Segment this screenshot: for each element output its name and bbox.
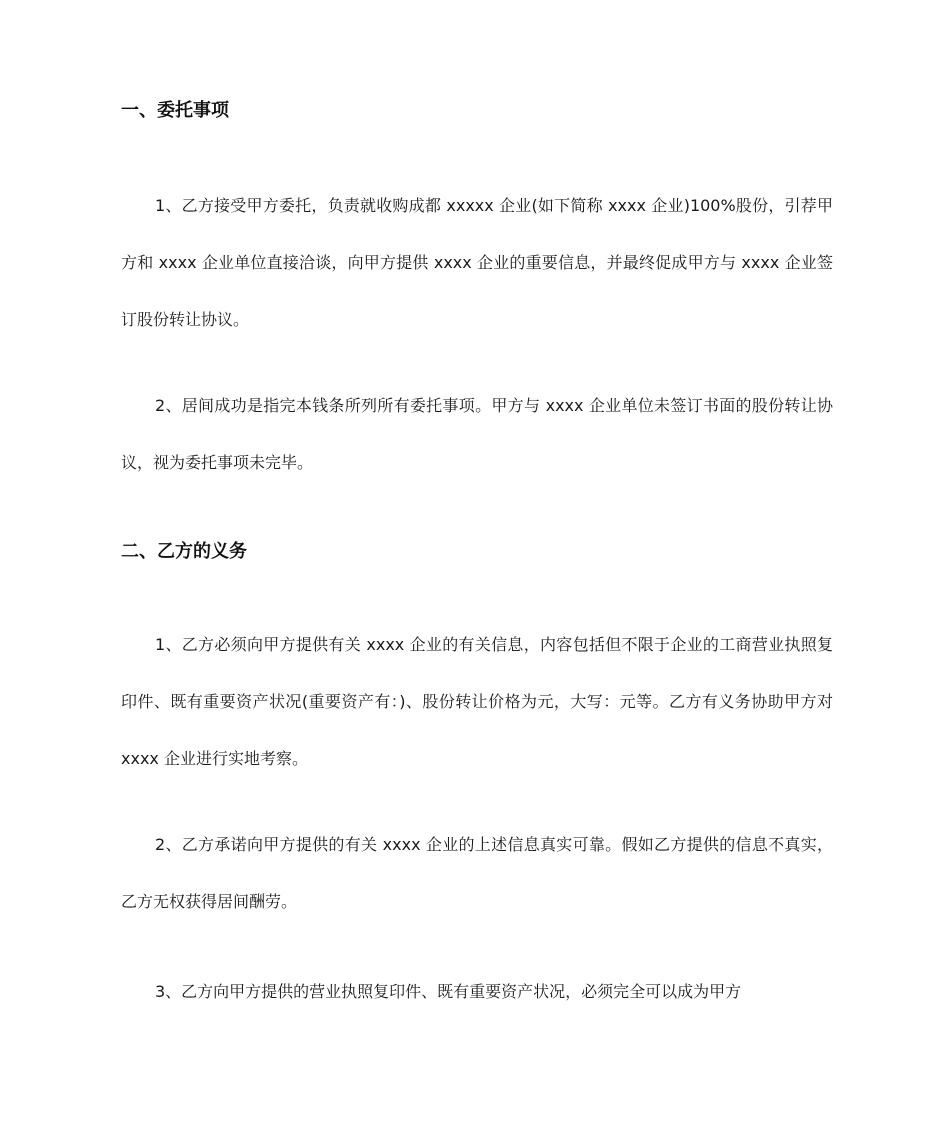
section-heading-entrusted-matters: 一、委托事项: [121, 100, 229, 121]
paragraph-obligation-1: 1、乙方必须向甲方提供有关 xxxx 企业的有关信息，内容包括但不限于企业的工商营业执照复印件、既有重要资产状况(重要资产有：)、股份转让价格为元，大写：元等。乙方有义务协助甲方对 xxxx 企业进行实地考察。: [121, 635, 833, 768]
paragraph-obligation-2: 2、乙方承诺向甲方提供的有关 xxxx 企业的上述信息真实可靠。假如乙方提供的信息不真实，乙方无权获得居间酬劳。: [121, 835, 833, 911]
section-heading-party-b-obligations: 二、乙方的义务: [121, 541, 247, 562]
paragraph-obligation-3: 3、乙方向甲方提供的营业执照复印件、既有重要资产状况，必须完全可以成为甲方: [155, 982, 742, 1001]
paragraph-entrustment-2: 2、居间成功是指完本钱条所列所有委托事项。甲方与 xxxx 企业单位未签订书面的股份转让协议，视为委托事项未完毕。: [121, 396, 833, 472]
paragraph-entrustment-1: 1、乙方接受甲方委托，负责就收购成都 xxxxx 企业(如下简称 xxxx 企业)100%股份，引荐甲方和 xxxx 企业单位直接洽谈，向甲方提供 xxxx 企业的重要信息，并最终促成甲方与 xxxx 企业签订股份转让协议。: [121, 196, 833, 329]
